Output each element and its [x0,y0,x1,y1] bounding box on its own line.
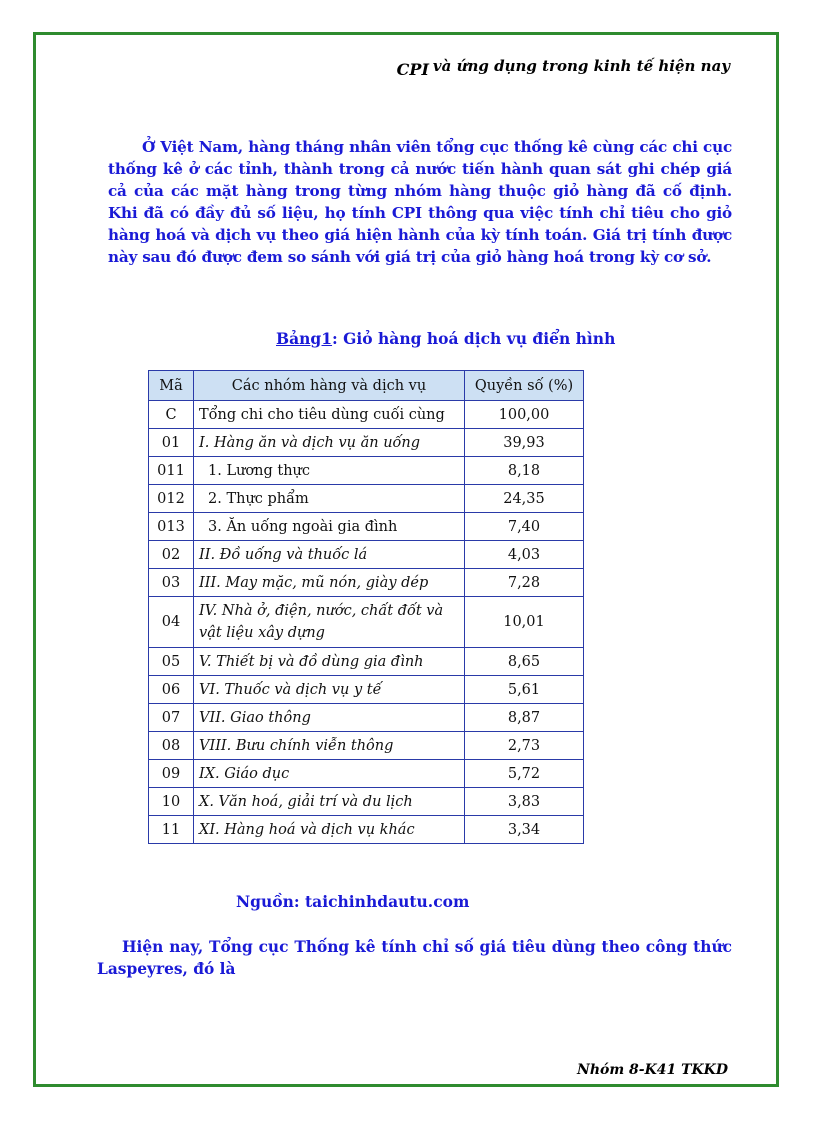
row-code: 013 [149,513,194,541]
row-code: 01 [149,429,194,457]
table-header-row [149,371,584,401]
row-weight: 3,83 [465,788,584,816]
table-row [149,541,584,569]
row-code: 08 [149,732,194,760]
row-weight: 7,40 [465,513,584,541]
row-group: VII. Giao thông [194,704,465,732]
table-row [149,816,584,844]
row-group: I. Hàng ăn và dịch vụ ăn uống [194,429,465,457]
row-weight: 8,87 [465,704,584,732]
table-row [149,457,584,485]
row-code: 02 [149,541,194,569]
table-row [149,788,584,816]
row-group: VI. Thuốc và dịch vụ y tế [194,676,465,704]
table-row [149,429,584,457]
row-group: Tổng chi cho tiêu dùng cuối cùng [194,401,465,429]
row-weight: 4,03 [465,541,584,569]
row-code: 05 [149,648,194,676]
row-weight: 100,00 [465,401,584,429]
outro-paragraph: Hiện nay, Tổng cục Thống kê tính chỉ số giá tiêu dùng theo công thức Laspeyres, đó là [97,938,732,978]
page-footer: Nhóm 8-K41 TKKD [577,1062,728,1078]
consumer-basket-table [148,370,584,844]
header-cpi: CPI [396,60,429,79]
row-weight: 5,61 [465,676,584,704]
row-group: X. Văn hoá, giải trí và du lịch [194,788,465,816]
table-row [149,732,584,760]
table-row [149,704,584,732]
row-code: 07 [149,704,194,732]
row-code: 10 [149,788,194,816]
row-code: 011 [149,457,194,485]
table-row [149,648,584,676]
row-group: III. May mặc, mũ nón, giày dép [194,569,465,597]
header-title: và ứng dụng trong kinh tế hiện nay [432,57,730,75]
row-weight: 7,28 [465,569,584,597]
row-weight: 24,35 [465,485,584,513]
row-weight: 10,01 [465,597,584,648]
row-code: 012 [149,485,194,513]
row-code: 11 [149,816,194,844]
row-group: V. Thiết bị và đồ dùng gia đình [194,648,465,676]
table-row [149,401,584,429]
row-group: IX. Giáo dục [194,760,465,788]
row-code: 06 [149,676,194,704]
row-code: 09 [149,760,194,788]
row-group: 3. Ăn uống ngoài gia đình [194,513,465,541]
table-caption-text: : Giỏ hàng hoá dịch vụ điển hình [332,329,616,348]
intro-paragraph: Ở Việt Nam, hàng tháng nhân viên tổng cục thống kê cùng các chi cục thống kê ở các tỉnh, thành trong cả nước tiến hành quan sát ghi chép giá cả của các mặt hàng trong từng nhóm hàng thuộc giỏ hàng đã cố định. Khi đã có đầy đủ số liệu, họ tính CPI thông qua việc tính chỉ tiêu cho giỏ hàng hoá và dịch vụ theo giá hiện hành của kỳ tính toán. Giá trị tính được này sau đó được đem so sánh với giá trị của giỏ hàng hoá trong kỳ cơ sở. [108,138,732,266]
page-header [396,56,730,79]
table-row [149,676,584,704]
row-weight: 8,18 [465,457,584,485]
row-weight: 2,73 [465,732,584,760]
row-group: VIII. Bưu chính viễn thông [194,732,465,760]
table-row [149,513,584,541]
header-code: Mã [149,371,194,401]
row-weight: 39,93 [465,429,584,457]
table-row [149,569,584,597]
row-code: 03 [149,569,194,597]
header-group: Các nhóm hàng và dịch vụ [194,371,465,401]
source-note: Nguồn: taichinhdautu.com [236,892,470,911]
table-row [149,760,584,788]
table-row [149,485,584,513]
row-weight: 8,65 [465,648,584,676]
row-weight: 3,34 [465,816,584,844]
row-code: 04 [149,597,194,648]
row-group: 1. Lương thực [194,457,465,485]
table-row [149,597,584,648]
row-group: II. Đồ uống và thuốc lá [194,541,465,569]
row-weight: 5,72 [465,760,584,788]
header-weight: Quyền số (%) [465,371,584,401]
row-group: XI. Hàng hoá và dịch vụ khác [194,816,465,844]
row-group: IV. Nhà ở, điện, nước, chất đốt và vật liệu xây dựng [194,597,465,648]
table-caption-label: Bảng1 [276,329,333,348]
table-caption [276,329,615,348]
row-code: C [149,401,194,429]
row-group: 2. Thực phẩm [194,485,465,513]
